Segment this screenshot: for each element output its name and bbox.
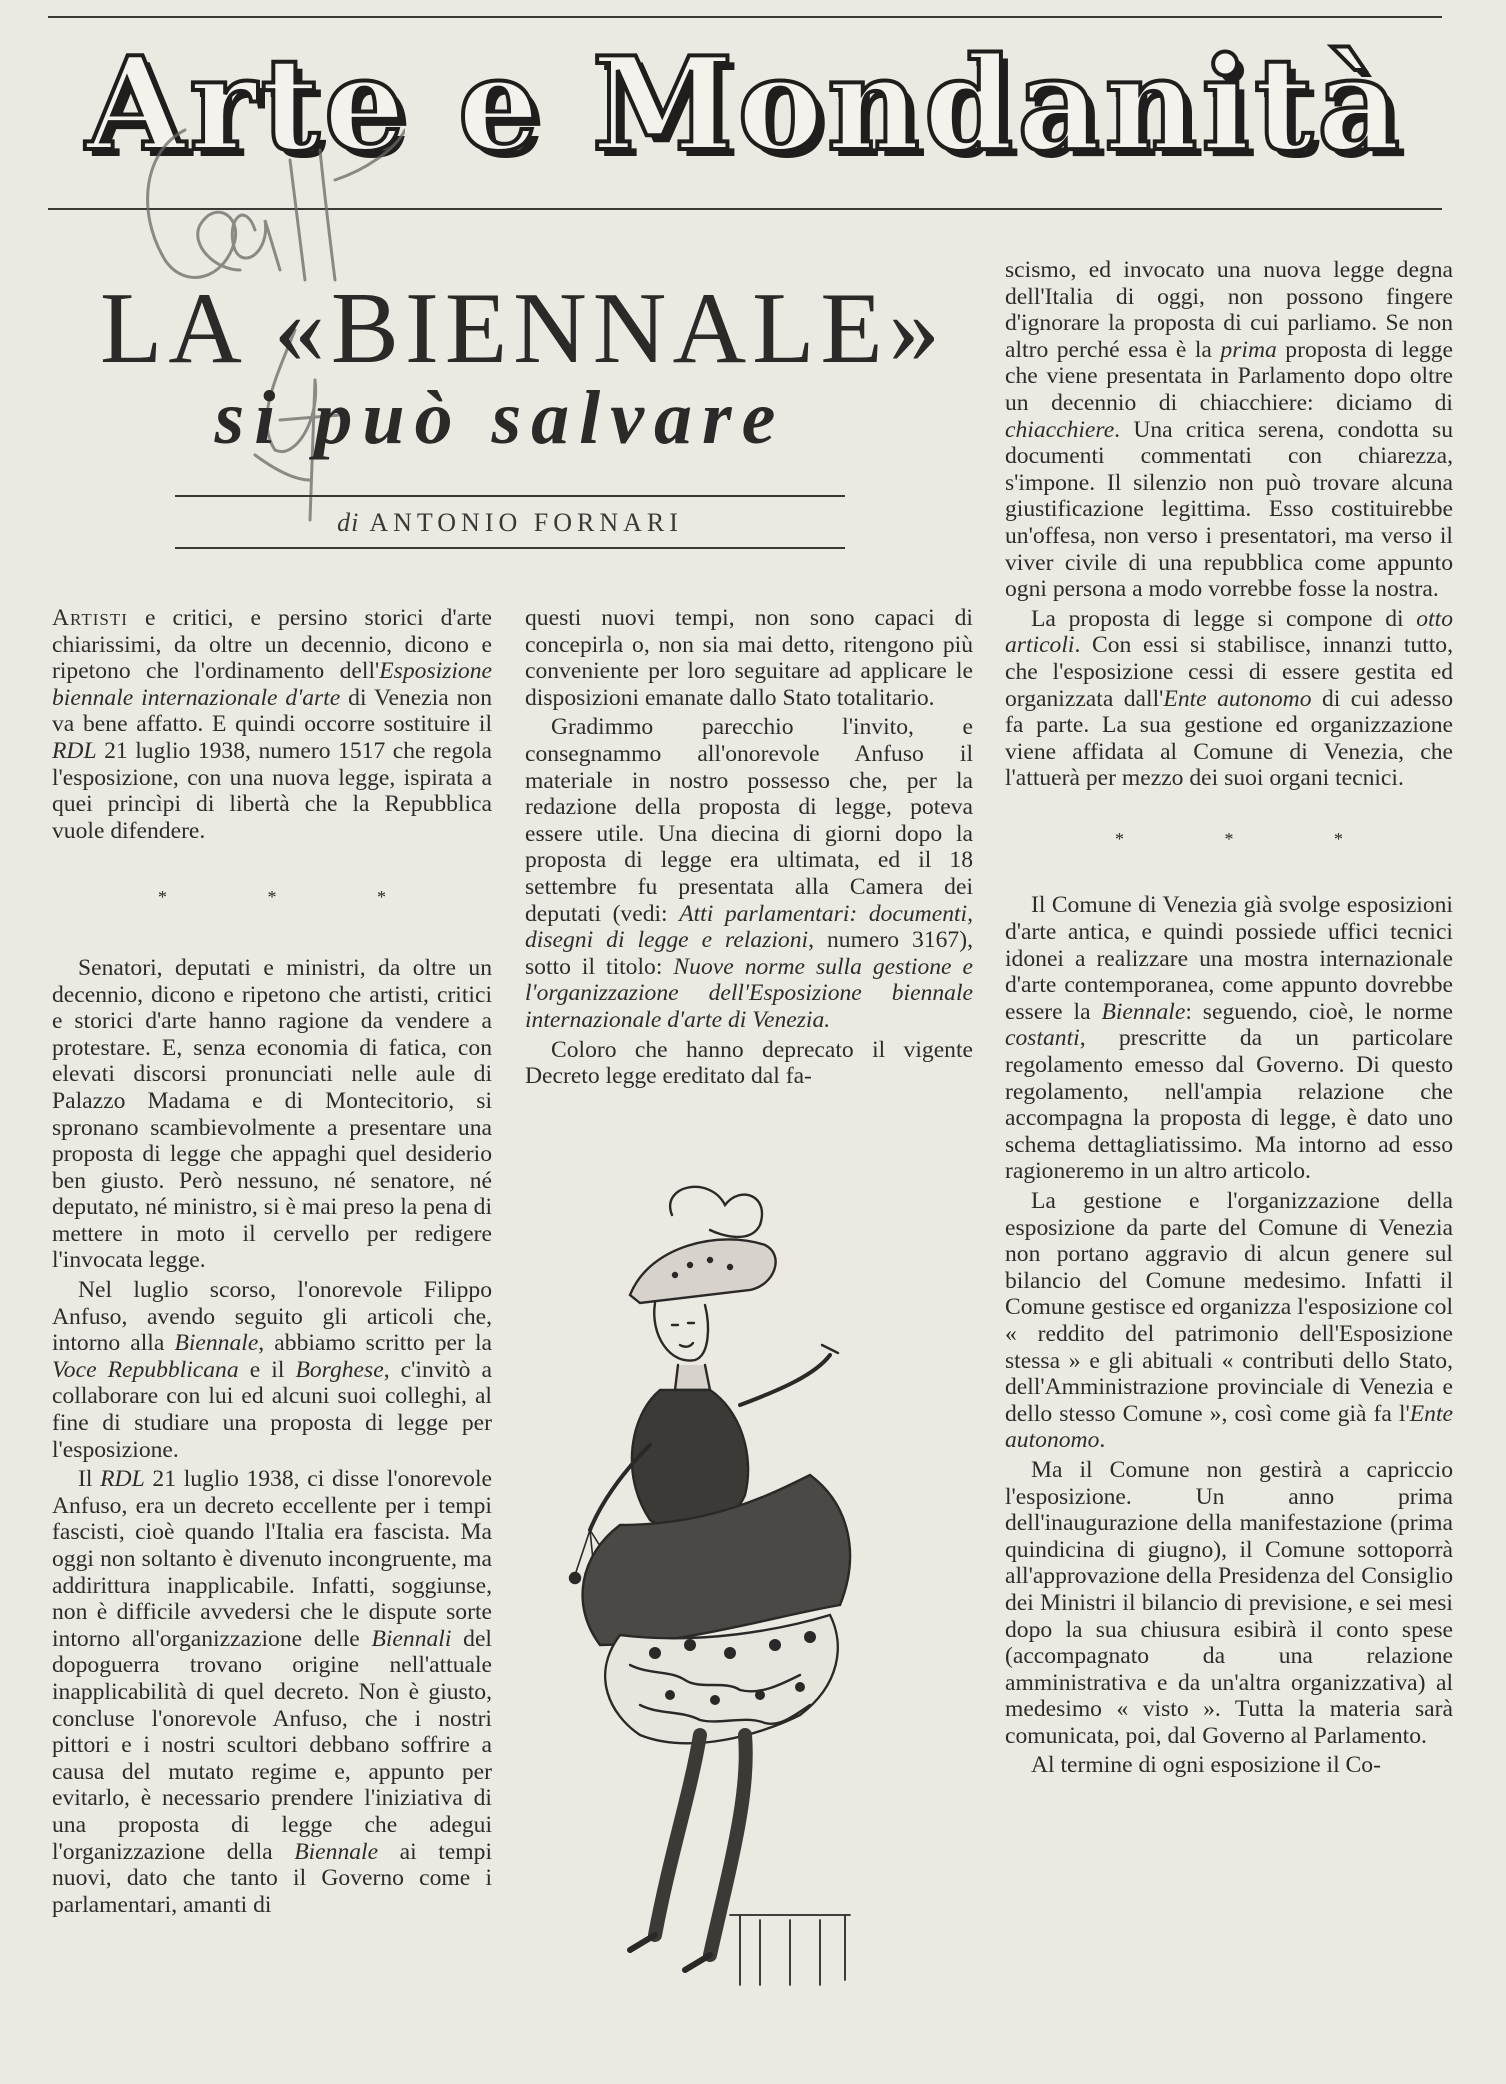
byline-top-rule (175, 495, 845, 497)
article-headline: LA «BIENNALE» (100, 272, 946, 385)
byline-bottom-rule (175, 547, 845, 549)
paragraph: scismo, ed invocato una nuova legge degna dell'Italia di oggi, non possono fingere d'ignorare la proposta di cui parliamo. Se non altro perché essa è la prima proposta di legge che viene presentata in Parlamento dopo oltre un decennio di chiacchiere: diciamo di chiacchiere. Una critica serena, condotta su documenti commentati con chiarezza, s'impone. Il silenzio non può trovare alcuna giustificazione legittima. Esso costituirebbe un'offesa, non verso i presentatori, ma verso il viver civile di una repubblica come appunto ogni persona a modo vorrebbe fosse la nostra. (1005, 257, 1453, 603)
paragraph: Gradimmo parecchio l'invito, e consegnammo all'onorevole Anfuso il materiale in nostro possesso che, per la redazione della proposta di legge, poteva essere utile. Una diecina di giorni dopo la proposta di legge era ultimata, ed il 18 settembre fu presentata alla Camera dei deputati (vedi: Atti parlamentari: documenti, disegni di legge e relazioni, numero 3167), sotto il titolo: Nuove norme sulla gestione e l'organizzazione dell'Esposizione biennale internazionale d'arte di Venezia. (525, 714, 974, 1033)
paragraph: questi nuovi tempi, non sono capaci di concepirla o, non sia mai detto, ritengono più conveniente per loro seguitare ad applicare le disposizioni emanate dallo Stato totalitario. (525, 605, 973, 711)
paragraph: Senatori, deputati e ministri, da oltre un decennio, dicono e ripetono che artisti, critici e storici d'arte hanno ragione da vendere a protestare. E, senza economia di fatica, con elevati discorsi pronunciati nelle aule di Palazzo Madama e di Montecitorio, si spronano scambievolmente a presentare una proposta di legge che appaghi quel desiderio ben giusto. Però nessuno, né senatore, né deputato, né ministro, si è mai preso la pena di mettere in moto il cervello per redigere l'invocata legge. (52, 954, 492, 1274)
byline (175, 508, 845, 538)
lead-word: Artisti (52, 605, 128, 631)
paragraph: Coloro che hanno deprecato il vigente Decreto legge ereditato dal fa- (525, 1036, 973, 1090)
top-rule (48, 16, 1442, 18)
article-subheadline: si può salvare (214, 376, 786, 460)
paragraph: La proposta di legge si compone di otto articoli. Con essi si stabilisce, innanzi tutto, che l'esposizione cessi di essere gestita ed organizzata dall'Ente autonomo di cui adesso fa parte. La sua gestione ed organizzazione viene affidata al Comune di Venezia, che l'attuerà per mezzo dei suoi organi tecnici. (1005, 605, 1453, 792)
article-column-1 (52, 605, 492, 1918)
byline-prefix: di (337, 508, 360, 537)
paragraph: Ma il Comune non gestirà a capriccio l'esposizione. Un anno prima dell'inaugurazione della manifestazione (prima quindicina di giugno), il Comune sottoporrà all'approvazione della Presidenza del Consiglio dei Ministri il bilancio di previsione, e sei mesi dopo la sua chiusura esibirà il conto spese (accompagnato da una relazione amministrativa e da un'altra organizzativa) al medesimo « visto ». Tutta la materia sarà comunicata, poi, dal Governo al Parlamento. (1005, 1456, 1453, 1749)
paragraph: La gestione e l'organizzazione della esposizione da parte del Comune di Venezia non portano aggravio di alcun genere sul bilancio del Comune medesimo. Infatti il Comune gestisce ed organizza l'esposizione col « reddito del patrimonio dell'Esposizione stessa » e gli abituali « contributi dello Stato, dell'Amministrazione provinciale di Venezia e dello stesso Comune », così come già fa l'Ente autonomo. (1005, 1188, 1453, 1454)
paragraph: Nel luglio scorso, l'onorevole Filippo Anfuso, avendo seguito gli articoli che, intorno alla Biennale, abbiamo scritto per la Voce Repubblicana e il Borghese, c'invitò a collaborare con lui ed alcuni suoi colleghi, al fine di studiare una proposta di legge per l'esposizione. (52, 1277, 492, 1463)
article-column-3 (1005, 257, 1453, 1779)
article-column-2 (525, 605, 973, 1090)
section-stars: * * * (1115, 828, 1391, 849)
dancer-illustration (560, 1175, 870, 1995)
byline-author: ANTONIO FORNARI (369, 508, 683, 537)
section-stars: * * * (158, 887, 434, 908)
paragraph: Il RDL 21 luglio 1938, ci disse l'onorevole Anfuso, era un decreto eccellente per i tempi fascisti, cioè quando l'Italia era fascista. Ma oggi non soltanto è divenuto incongruente, ma addirittura inapplicabile. Infatti, soggiunse, non è difficile avvedersi che le dispute sorte intorno all'organizzazione delle Biennali del dopoguerra trovano origine nell'attuale inapplicabilità di quel decreto. Non è giusto, concluse l'onorevole Anfuso, che i nostri pittori e i nostri scultori debbano soffrire a causa del mutato regime e, appunto per evitarlo, è necessario prendere l'iniziativa di una proposta di legge che adegui l'organizzazione della Biennale ai tempi nuovi, dato che tanto il Governo come i parlamentari, amanti di (52, 1466, 493, 1918)
paragraph: Al termine di ogni esposizione il Co- (1031, 1752, 1381, 1779)
paragraph: Artisti e critici, e persino storici d'arte chiarissimi, da oltre un decennio, dicono e ripetono che l'ordinamento dell'Esposizione biennale internazionale d'arte di Venezia non va bene affatto. E quindi occorre sostituire il RDL 21 luglio 1938, numero 1517 che regola l'esposizione, con una nuova legge, ispirata a quei princìpi di libertà che la Repubblica vuole difendere. (52, 605, 492, 844)
paragraph: Il Comune di Venezia già svolge esposizioni d'arte antica, e quindi possiede uffici tecnici idonei a realizzare una mostra internazionale d'arte contemporanea, come appunto dovrebbe essere la Biennale: seguendo, cioè, le norme costanti, prescritte da un particolare regolamento emesso dal Governo. Di questo regolamento, nell'ampia relazione che accompagna la proposta di legge, è dato uno schema dettagliatissimo. Ma intorno ad esso ragioneremo in un altro articolo. (1005, 892, 1453, 1185)
section-masthead: Arte e Mondanità (85, 30, 1405, 180)
